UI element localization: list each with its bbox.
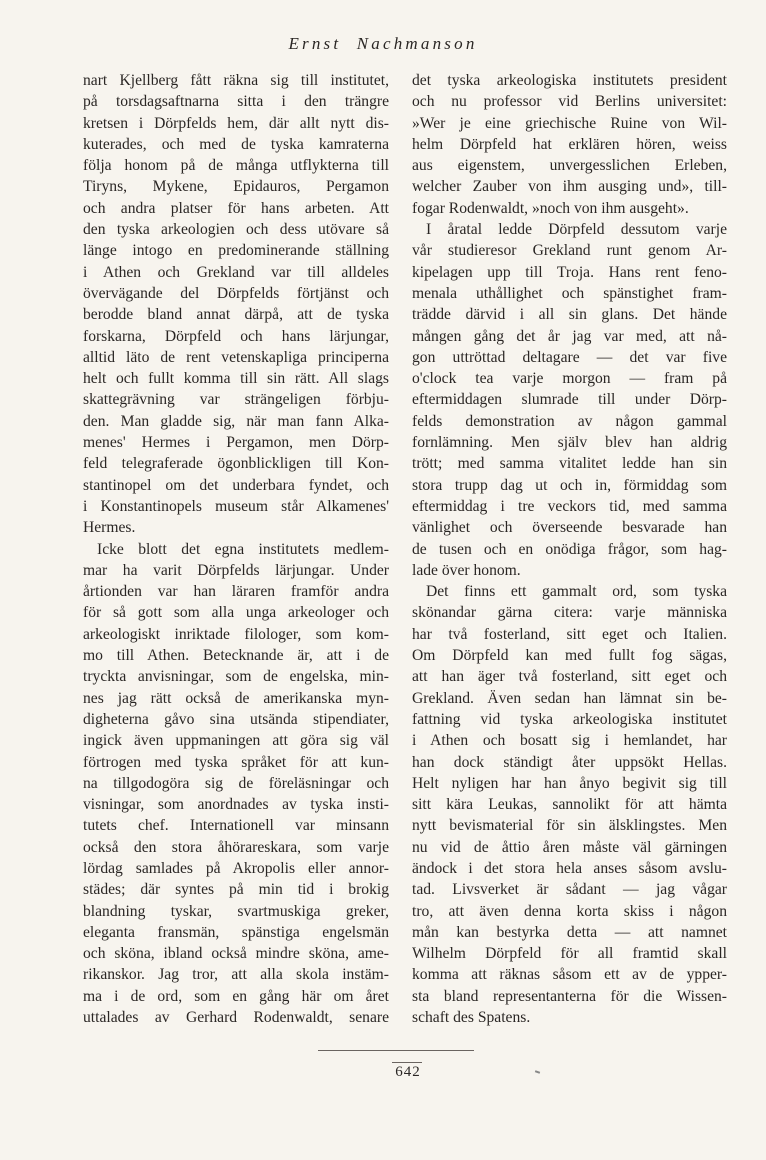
text-line: de tusen och en onödiga frågor, som hag-	[412, 540, 727, 558]
text-line: menes' Hermes i Pergamon, men Dörp-	[83, 434, 389, 452]
text-line: fattning vid tyska arkeologiska institutet	[412, 710, 727, 728]
text-line: och nu professor vid Berlins universitet:	[412, 93, 727, 111]
text-line: lade över honom.	[412, 561, 521, 579]
text-line: städes; där syntes på min tid i brokig	[83, 881, 389, 899]
running-header: Ernst Nachmanson	[288, 34, 478, 53]
text-line: tutets chef. Internationell var minsann	[83, 817, 389, 835]
text-line: den tyska arkeologien och dess utövare så	[83, 221, 389, 239]
text-line: Icke blott det egna institutets medlem-	[97, 540, 389, 558]
text-line: mången gång det år jag var med, att nå-	[412, 327, 727, 345]
text-line: och andra platser för hans arbeten. Att	[83, 199, 389, 217]
text-line: rikanskor. Jag tror, att alla skola instäm-	[83, 966, 389, 984]
text-line: eftermiddag i tre veckors tid, med samma	[412, 497, 727, 515]
text-line: stora trupp dag ut och in, förmiddag som	[412, 476, 727, 494]
text-line: tro, att även denna korta skiss i någon	[412, 902, 727, 920]
text-line: ma i de ord, som en gång här om året	[83, 987, 389, 1005]
text-line: nu vid de åttio åren måste väl gärningen	[412, 838, 727, 856]
text-line: forskarna, Dörpfeld och hans lärjungar,	[83, 327, 389, 345]
text-line: nes jag rätt också de amerikanska myn-	[83, 689, 389, 707]
text-line: tryckta anvisningar, som de engelska, min-	[83, 668, 389, 686]
text-line: Om Dörpfeld kan med fullt fog sägas,	[412, 647, 727, 665]
text-line: i Athen och Grekland var till alldeles	[83, 263, 389, 281]
text-line: Helt nyligen har han ånyo begivit sig till	[412, 774, 727, 792]
text-line: vår studieresor Grekland runt genom Ar-	[412, 242, 727, 260]
text-line: förtrogen med tyska språket för att kun-	[83, 753, 389, 771]
text-line: kuterades, och med de tyska kamraterna	[83, 135, 389, 153]
footer-rule	[318, 1050, 474, 1051]
text-line: schaft des Spatens.	[412, 1009, 531, 1027]
text-line: Hermes.	[83, 519, 136, 537]
text-line: på torsdagsaftnarna sitta i den trängre	[83, 93, 389, 111]
text-line: att han äger två fosterland, sitt eget och	[412, 668, 727, 686]
text-line: Tiryns, Mykene, Epidauros, Pergamon	[83, 178, 389, 196]
text-line: trött; med samma vitalitet ledde han sin	[412, 455, 727, 473]
scan-speck	[535, 1070, 540, 1074]
text-line: årtionden var han läraren framför andra	[83, 583, 389, 601]
text-line: nart Kjellberg fått räkna sig till institutet,	[83, 72, 389, 89]
text-line: kretsen i Dörpfelds hem, där allt nytt dis-	[83, 114, 389, 132]
text-line: alltid läto de rent vetenskapliga principerna	[83, 348, 389, 366]
text-line: fornlämning. Men själv blev han aldrig	[412, 434, 727, 452]
text-line: vänlighet och överseende besvarade han	[412, 519, 727, 537]
text-line: arkeologiskt inriktade filologer, som kom-	[83, 625, 389, 643]
text-line: tad. Livsverket är sådant — jag vågar	[412, 881, 727, 899]
text-line: I åratal ledde Dörpfeld dessutom varje	[426, 221, 727, 239]
text-column-right	[412, 70, 727, 1028]
text-line: helt och fullt komma till sin rätt. All slags	[83, 370, 389, 388]
text-line: na tillgodogöra sig de föreläsningar och	[83, 774, 389, 792]
text-line: har två fosterland, sitt eget och Italien.	[412, 625, 727, 643]
text-line: länge intogo en predominerande ställning	[83, 242, 389, 260]
text-line: ingick även uppmaningen att göra sig väl	[83, 732, 389, 750]
text-line: mo till Athen. Betecknande är, att i de	[83, 647, 389, 665]
text-line: sitt kära Leukas, sannolikt för att hämta	[412, 796, 727, 814]
text-line: menala uthållighet och spänstighet fram-	[412, 284, 727, 302]
text-line: skattegrävning var strängeligen förbju-	[83, 391, 389, 409]
text-line: fogar Rodenwaldt, »noch von ihm ausgeht».	[412, 199, 689, 217]
text-line: det tyska arkeologiska institutets president	[412, 72, 727, 89]
text-line: sta bland representanterna för die Wissen-	[412, 987, 727, 1005]
page-number: 642	[395, 1064, 421, 1080]
text-line: han dock ständigt åter uppsökt Hellas.	[412, 753, 727, 771]
text-line: också den stora åhörareskara, som varje	[83, 838, 389, 856]
text-line: eftermiddagen slumrade till under Dörp-	[412, 391, 727, 409]
text-line: nytt bevismaterial för sin älsklingstes. Men	[412, 817, 727, 835]
text-line: följa honom på de många utflykterna till	[83, 157, 389, 175]
text-line: stantinopel om det underbara fyndet, och	[83, 476, 389, 494]
text-line: övervägande del Dörpfelds förtjänst och	[83, 284, 389, 302]
text-line: feld telegraferade ögonblickligen till Kon-	[83, 455, 389, 473]
text-line: i Konstantinopels museum står Alkamenes'	[83, 497, 389, 515]
text-line: kipelagen upp till Troja. Hans rent feno-	[412, 263, 727, 281]
text-line: i Athen och bosatt sig i hemlandet, har	[412, 732, 727, 750]
text-line: gon uttröttad deltagare — det var five	[412, 348, 727, 366]
text-line: o'clock tea varje morgon — fram på	[412, 370, 727, 388]
text-line: skönandar gärna citera: varje människa	[412, 604, 727, 622]
text-line: berodde bland annat därpå, att de tyska	[83, 306, 389, 324]
text-line: mån kan bestyrka detta — att namnet	[412, 923, 727, 941]
text-column-left	[83, 70, 389, 1028]
text-line: Grekland. Även sedan han lämnat sin be-	[412, 689, 727, 707]
text-line: aus eigenstem, unvergesslichen Erleben,	[412, 157, 727, 175]
text-line: för så gott som alla unga arkeologer och	[83, 604, 389, 622]
text-line: welcher Zauber von ihm ausging und», till-	[412, 178, 727, 196]
text-line: digheterna gåvo sina utsända stipendiater,	[83, 710, 389, 728]
text-line: mar ha varit Dörpfelds lärjungar. Under	[83, 561, 389, 579]
text-line: helm Dörpfeld hat erklären hören, weiss	[412, 135, 727, 153]
text-line: den. Man gladde sig, när man fann Alka-	[83, 412, 389, 430]
text-line: komma att räknas såsom ett av de ypper-	[412, 966, 727, 984]
text-line: lördag samlades på Akropolis eller annor-	[83, 859, 389, 877]
text-line: Det finns ett gammalt ord, som tyska	[426, 583, 727, 601]
text-line: eleganta fransmän, spänstiga engelsmän	[83, 923, 389, 941]
text-line: ändock i det stora hela anses såsom avslu-	[412, 859, 727, 877]
text-line: visningar, som anordnades av tyska insti-	[83, 796, 389, 814]
text-line: trädde därvid i all sin glans. Det hände	[412, 306, 727, 324]
text-line: felds demonstration av någon gammal	[412, 412, 727, 430]
text-line: Wilhelm Dörpfeld för all framtid skall	[412, 945, 727, 963]
text-line: blandning tyskar, svartmuskiga greker,	[83, 902, 389, 920]
page-number-rule	[392, 1062, 422, 1063]
text-line: uttalades av Gerhard Rodenwaldt, senare	[83, 1009, 389, 1027]
text-line: »Wer je eine griechische Ruine von Wil-	[412, 114, 727, 132]
text-line: och sköna, ibland också mindre sköna, ame-	[83, 945, 389, 963]
